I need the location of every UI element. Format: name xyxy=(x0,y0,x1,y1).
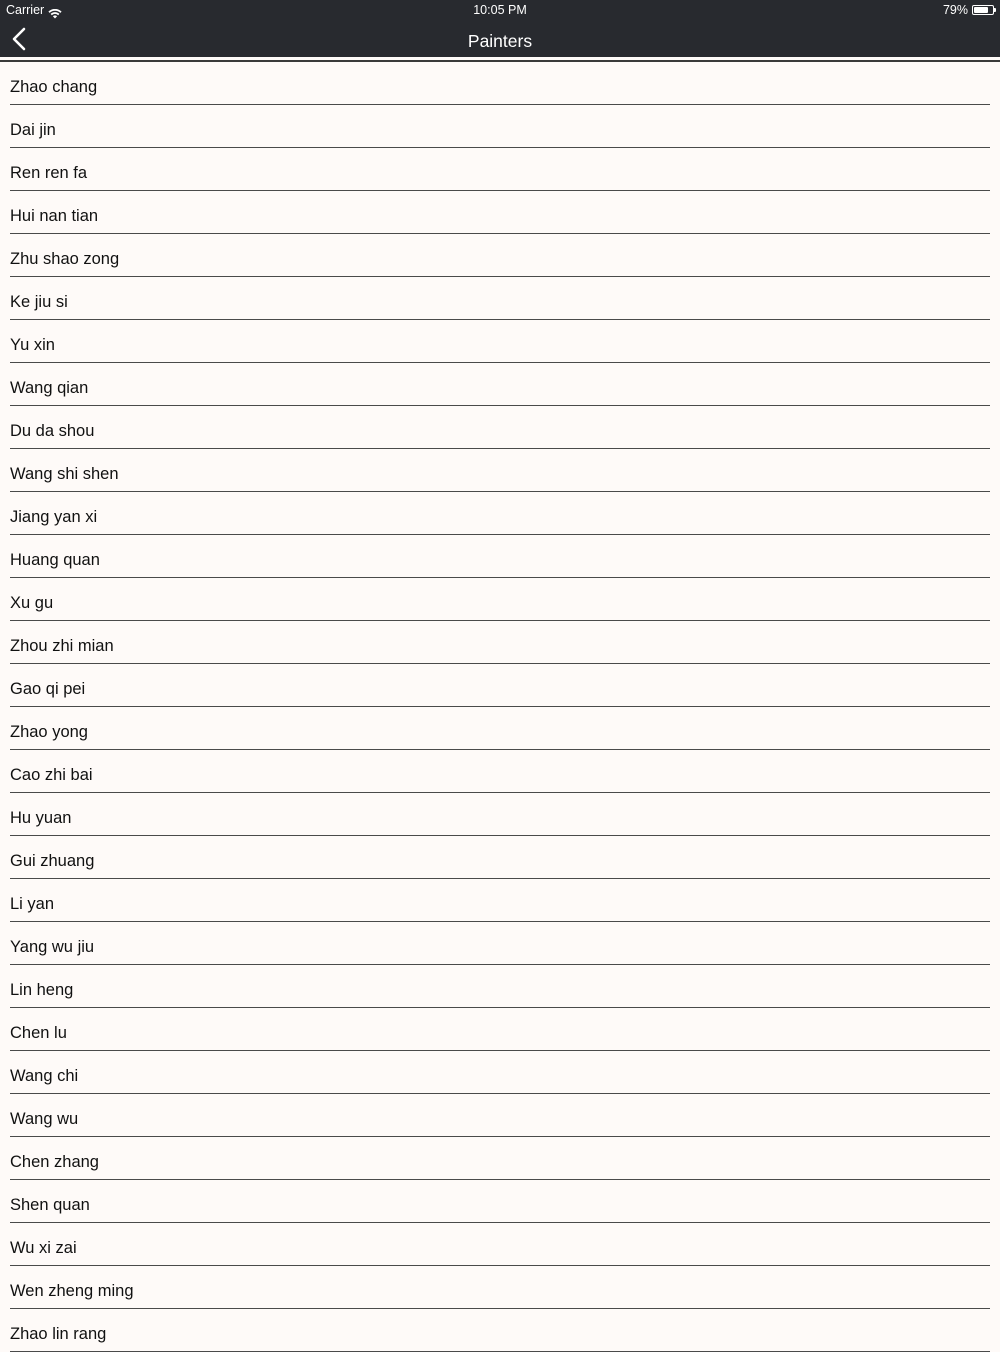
painter-name: Wen zheng ming xyxy=(10,1282,134,1300)
page-title: Painters xyxy=(467,31,533,51)
list-item[interactable] xyxy=(10,191,990,234)
painter-name: Wang qian xyxy=(10,379,89,397)
painter-name: Zhao chang xyxy=(10,78,98,96)
list-item[interactable] xyxy=(10,922,990,965)
painter-name: Li yan xyxy=(10,895,55,913)
list-item[interactable] xyxy=(10,105,990,148)
list-item[interactable] xyxy=(10,965,990,1008)
battery-percent: 79% xyxy=(942,3,968,17)
list-item[interactable] xyxy=(10,1137,990,1180)
painter-name: Zhou zhi mian xyxy=(10,637,114,655)
list-item[interactable] xyxy=(10,449,990,492)
list-item[interactable] xyxy=(10,148,990,191)
list-item[interactable] xyxy=(10,879,990,922)
list-item[interactable] xyxy=(10,234,990,277)
painter-name: Zhao yong xyxy=(10,723,88,741)
list-item[interactable] xyxy=(10,1223,990,1266)
list-item[interactable] xyxy=(10,406,990,449)
painter-name: Gao qi pei xyxy=(10,680,86,698)
painter-name: Lin heng xyxy=(10,981,74,999)
list-item[interactable] xyxy=(10,793,990,836)
list-item[interactable] xyxy=(10,1094,990,1137)
painter-name: Yang wu jiu xyxy=(10,938,95,956)
painter-name: Wang shi shen xyxy=(10,465,119,483)
list-item[interactable] xyxy=(10,578,990,621)
list-item[interactable] xyxy=(10,1180,990,1223)
carrier-label: Carrier xyxy=(6,3,45,17)
painter-name: Jiang yan xi xyxy=(10,508,98,526)
painter-name: Huang quan xyxy=(10,551,100,569)
painter-name: Ren ren fa xyxy=(10,164,88,182)
list-item[interactable] xyxy=(10,621,990,664)
battery-fill xyxy=(974,7,988,13)
painter-name: Zhao lin rang xyxy=(10,1325,107,1343)
list-item[interactable] xyxy=(10,62,990,105)
painter-name: Shen quan xyxy=(10,1196,90,1214)
painter-name: Gui zhuang xyxy=(10,852,95,870)
painter-name: Xu gu xyxy=(10,594,54,612)
painter-name: Zhu shao zong xyxy=(10,250,120,268)
list-item[interactable] xyxy=(10,836,990,879)
painter-name: Wu xi zai xyxy=(10,1239,77,1257)
painter-name: Chen lu xyxy=(10,1024,67,1042)
list-item[interactable] xyxy=(10,320,990,363)
list-item[interactable] xyxy=(10,664,990,707)
list-item[interactable] xyxy=(10,363,990,406)
painter-list xyxy=(0,62,1000,1352)
top-bar xyxy=(0,0,1000,57)
list-item[interactable] xyxy=(10,707,990,750)
painter-name: Du da shou xyxy=(10,422,95,440)
painter-name: Wang chi xyxy=(10,1067,79,1085)
painter-name: Hui nan tian xyxy=(10,207,99,225)
list-item[interactable] xyxy=(10,277,990,320)
list-item[interactable] xyxy=(10,1266,990,1309)
battery-group xyxy=(943,0,994,20)
list-item[interactable] xyxy=(10,750,990,793)
painter-name: Ke jiu si xyxy=(10,293,68,311)
status-time: 10:05 PM xyxy=(473,3,527,17)
list-item[interactable] xyxy=(10,492,990,535)
painter-name: Yu xin xyxy=(10,336,55,354)
painter-name: Wang wu xyxy=(10,1110,79,1128)
painter-name: Cao zhi bai xyxy=(10,766,93,784)
nav-bar xyxy=(0,20,1000,57)
painter-name: Hu yuan xyxy=(10,809,72,827)
list-item[interactable] xyxy=(10,1051,990,1094)
status-bar xyxy=(0,0,1000,20)
painter-name: Dai jin xyxy=(10,121,56,139)
battery-icon xyxy=(972,5,994,15)
list-item[interactable] xyxy=(10,1008,990,1051)
painter-name: Chen zhang xyxy=(10,1153,99,1171)
list-item[interactable] xyxy=(10,535,990,578)
list-item[interactable] xyxy=(10,1309,990,1352)
